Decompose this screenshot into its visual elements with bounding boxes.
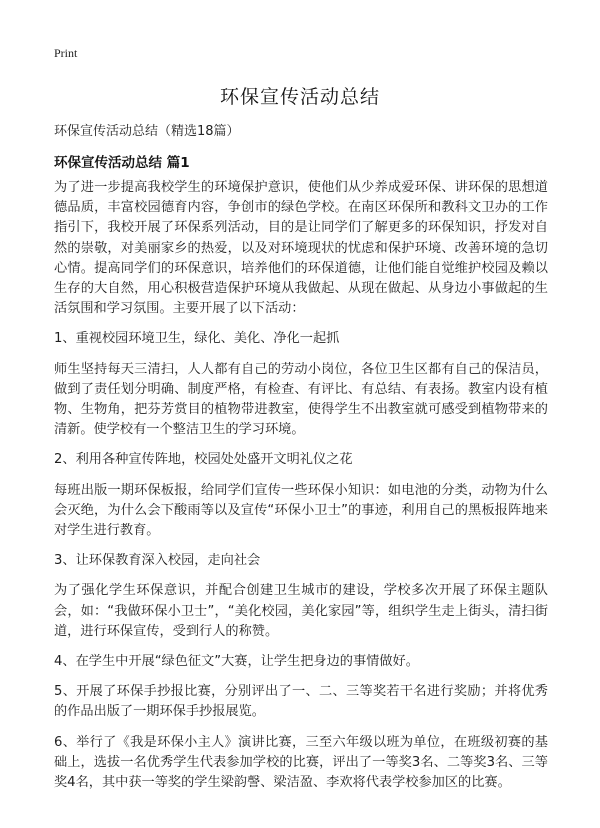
item-heading-1: 1、重视校园环境卫生，绿化、美化、净化一起抓	[54, 331, 340, 347]
item-heading-3: 3、让环保教育深入校园，走向社会	[54, 553, 261, 569]
page-title: 环保宣传活动总结	[219, 86, 380, 108]
document-subtitle: 环保宣传活动总结（精选18篇）	[54, 124, 240, 139]
intro-paragraph: 为了进一步提高我校学生的环境保护意识，使他们从少养成爱环保、讲环保的思想道德品质，丰富校园德育内容，争创市的绿色学校。在南区环保所和教科文卫办的工作指引下，我校开展了环保系列活动，目的是让同学们了解更多的环保知识，抒发对自然的崇敬，对美丽家乡的热爱，以及对环境现状的忧虑和保护环境、改善环境的急切心情。提高同学们的环保意识，培养他们的环保道德，让他们能自觉维护校园及赖以生存的大自然，用心积极营造保护环境从我做起、从现在做起、从身边小事做起的生活氛围和学习氛围。主要开展了以下活动：	[54, 180, 548, 317]
item-5: 5、开展了环保手抄报比赛，分别评出了一、二、三等奖若干名进行奖励；并将优秀的作品出版了一期环保手抄报展览。	[54, 684, 548, 720]
item-body-3: 为了强化学生环保意识，并配合创建卫生城市的建设，学校多次开展了环保主题队会，如：“我做环保小卫士”，“美化校园，美化家园”等，组织学生走上街头，清扫街道，进行环保宣传，受到行人的称赞。	[54, 583, 548, 639]
item-body-1: 师生坚持每天三清扫，人人都有自己的劳动小岗位，各位卫生区都有自己的保洁员，做到了责任划分明确、制度严格，有检查、有评比、有总结、有表扬。教室内设有植物、生物角，把芬芳赏目的植物带进教室，使得学生不出教室就可感受到植物带来的清新。使学校有一个整洁卫生的学习环境。	[54, 361, 548, 438]
item-body-2: 每班出版一期环保板报，给同学们宣传一些环保小知识：如电池的分类，动物为什么会灭绝，为什么会下酸雨等以及宣传“环保小卫士”的事迹，利用自己的黑板报阵地来对学生进行教育。	[54, 482, 548, 539]
item-heading-2: 2、利用各种宣传阵地，校园处处盛开文明礼仪之花	[54, 452, 353, 468]
document-body	[54, 178, 548, 803]
section-heading: 环保宣传活动总结 篇1	[54, 155, 190, 171]
item-6: 6、举行了《我是环保小主人》演讲比赛，三至六年级以班为单位，在班级初赛的基础上，选拔一名优秀学生代表参加学校的比赛，评出了一等奖3名、二等奖3名、三等奖4名，其中获一等奖的学生梁韵謦、梁洁盈、李欢将代表学校参加区的比赛。	[54, 734, 548, 791]
print-link[interactable]: Print	[54, 46, 78, 60]
item-4: 4、在学生中开展“绿色征文”大赛，让学生把身边的事情做好。	[54, 654, 419, 670]
